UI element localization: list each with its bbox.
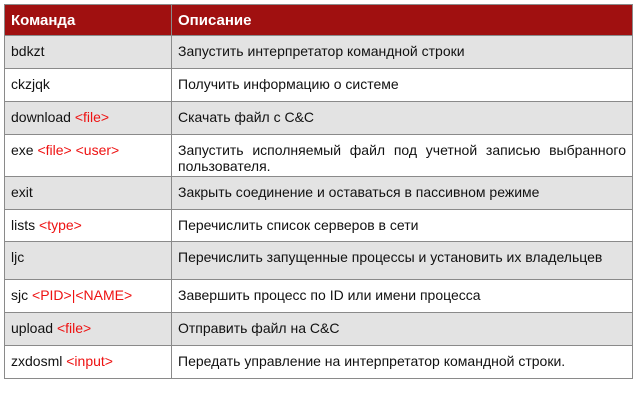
command-description: Передать управление на интерпретатор командной строки. [178,353,566,369]
table-row [5,210,633,242]
command-cell [5,210,172,242]
command-args: <type> [39,217,82,233]
command-description: Перечислить список серверов в сети [178,217,419,233]
table-row [5,102,633,135]
command-description: Перечислить запущенные процессы и установить их владельцев [178,249,603,265]
table-row [5,177,633,210]
command-args: <PID>|<NAME> [32,287,133,303]
description-cell [172,102,633,135]
command-description: Отправить файл на C&C [178,320,340,336]
command-cell [5,102,172,135]
command-cell [5,280,172,313]
command-name: exit [11,184,33,200]
commands-table [4,4,633,379]
table-row [5,69,633,102]
description-cell [172,313,633,346]
command-name: zxdosml [11,353,63,369]
command-name: sjc [11,287,29,303]
command-cell [5,242,172,280]
table-body [5,36,633,379]
command-name: bdkzt [11,43,45,59]
command-description: Закрыть соединение и оставаться в пассивном режиме [178,184,540,200]
command-cell [5,135,172,177]
description-cell [172,135,633,177]
description-cell [172,36,633,69]
header-command: Команда [5,5,172,36]
table-row [5,135,633,177]
command-args: <input> [66,353,113,369]
table-header [5,5,633,36]
header-description: Описание [172,5,633,36]
description-cell [172,210,633,242]
command-cell [5,36,172,69]
table-row [5,346,633,379]
command-name: ljc [11,249,25,265]
table-row [5,242,633,280]
command-args: <file> <user> [37,142,120,158]
command-name: lists [11,217,36,233]
command-cell [5,69,172,102]
command-description: Получить информацию о системе [178,76,399,92]
command-args: <file> [56,320,92,336]
description-cell [172,242,633,280]
command-description: Завершить процесс по ID или имени процесса [178,287,481,303]
description-cell [172,69,633,102]
command-cell [5,177,172,210]
command-cell [5,346,172,379]
command-description: Скачать файл с C&C [178,109,315,125]
command-cell [5,313,172,346]
description-cell [172,346,633,379]
command-name: upload [11,320,54,336]
description-cell [172,177,633,210]
description-cell [172,280,633,313]
table-row [5,313,633,346]
command-args: <file> [74,109,110,125]
command-name: exe [11,142,34,158]
table-row [5,280,633,313]
command-name: ckzjqk [11,76,50,92]
command-description: Запустить исполняемый файл под учетной записью выбранного пользователя. [178,142,626,174]
header-row [5,5,633,36]
command-description: Запустить интерпретатор командной строки [178,43,465,59]
table-row [5,36,633,69]
command-name: download [11,109,71,125]
commands-table-container [4,4,633,379]
